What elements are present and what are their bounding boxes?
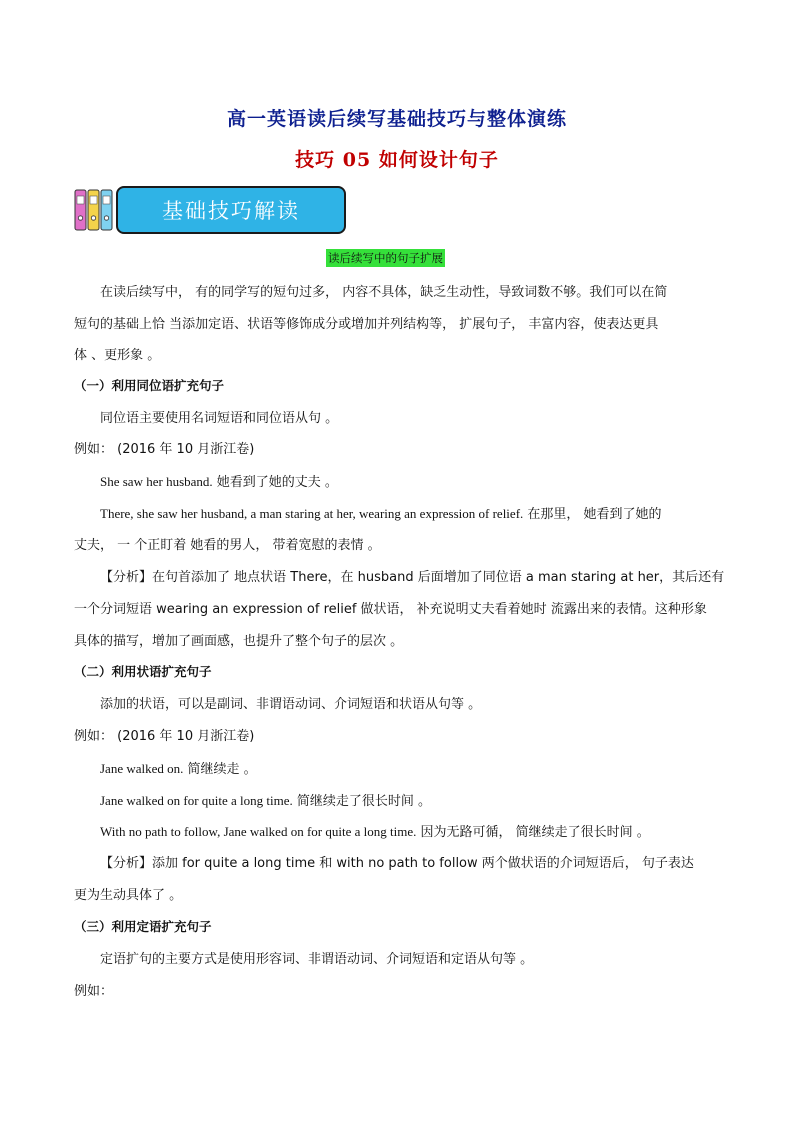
example-sentence xyxy=(100,759,722,780)
analysis-line: 一个分词短语 wearing an expression of relief 做状语， 补充说明丈夫看着她时 流露出来的表情。这种形象 xyxy=(74,602,707,617)
intro-paragraph-line: 体 、更形象 。 xyxy=(74,348,161,363)
intro-paragraph-line: 在读后续写中， 有的同学写的短句过多， 内容不具体，缺乏生动性，导致词数不够。我们可以在简 xyxy=(100,285,668,300)
section-heading: （一）利用同位语扩充句子 xyxy=(74,378,225,393)
analysis-line: 具体的描写，增加了画面感，也提升了整个句子的层次 。 xyxy=(74,634,404,649)
analysis-line: 更为生动具体了 。 xyxy=(74,888,183,903)
example-label: 例如： xyxy=(74,984,114,999)
english-sentence: She saw her husband. xyxy=(100,474,213,489)
example-sentence xyxy=(100,791,722,812)
section-heading: （三）利用定语扩充句子 xyxy=(74,919,212,934)
example-sentence xyxy=(100,822,722,843)
highlight-heading: 读后续写中的句子扩展 xyxy=(328,251,443,265)
example-sentence xyxy=(100,472,722,493)
analysis-line: 【分析】添加 for quite a long time 和 with no path to follow 两个做状语的介词短语后， 句子表达 xyxy=(100,856,694,871)
section-description: 定语扩句的主要方式是使用形容词、非谓语动词、介词短语和定语从句等 。 xyxy=(100,952,534,967)
intro-paragraph-line: 短句的基础上恰 当添加定语、状语等修饰成分或增加并列结构等， 扩展句子， 丰富内容，使表达更具 xyxy=(74,317,659,332)
chinese-translation: 她看到了她的丈夫 。 xyxy=(212,475,338,490)
example-label: 例如： (2016 年 10 月浙江卷) xyxy=(74,442,255,457)
analysis-line: 【分析】在句首添加了 地点状语 There，在 husband 后面增加了同位语 a man staring at her，其后还有 xyxy=(100,570,725,585)
english-sentence: Jane walked on for quite a long time. xyxy=(100,793,293,808)
banner-label: 基础技巧解读 xyxy=(116,186,346,234)
section-heading: （二）利用状语扩充句子 xyxy=(74,664,212,679)
english-sentence: Jane walked on. xyxy=(100,761,184,776)
binders-icon xyxy=(74,188,114,232)
example-label: 例如： (2016 年 10 月浙江卷) xyxy=(74,729,255,744)
english-sentence: There, she saw her husband, a man staring at her, wearing an expression of relief. xyxy=(100,506,524,521)
section-description: 添加的状语，可以是副词、非谓语动词、介词短语和状语从句等 。 xyxy=(100,697,482,712)
chinese-translation: 简继续走 。 xyxy=(183,762,257,777)
example-sentence xyxy=(100,504,722,525)
chinese-translation: 丈夫， 一 个正盯着 她看的男人， 带着宽慰的表情 。 xyxy=(74,538,381,553)
chinese-translation: 因为无路可循， 简继续走了很长时间 。 xyxy=(416,825,650,840)
document-title: 高一英语读后续写基础技巧与整体演练 xyxy=(226,108,567,130)
document-subtitle: 技巧 05 如何设计句子 xyxy=(295,149,499,171)
chinese-translation: 在那里， 她看到了她的 xyxy=(523,507,662,522)
section-description: 同位语主要使用名词短语和同位语从句 。 xyxy=(100,411,339,426)
english-sentence: With no path to follow, Jane walked on for quite a long time. xyxy=(100,824,417,839)
chinese-translation: 简继续走了很长时间 。 xyxy=(292,794,432,809)
